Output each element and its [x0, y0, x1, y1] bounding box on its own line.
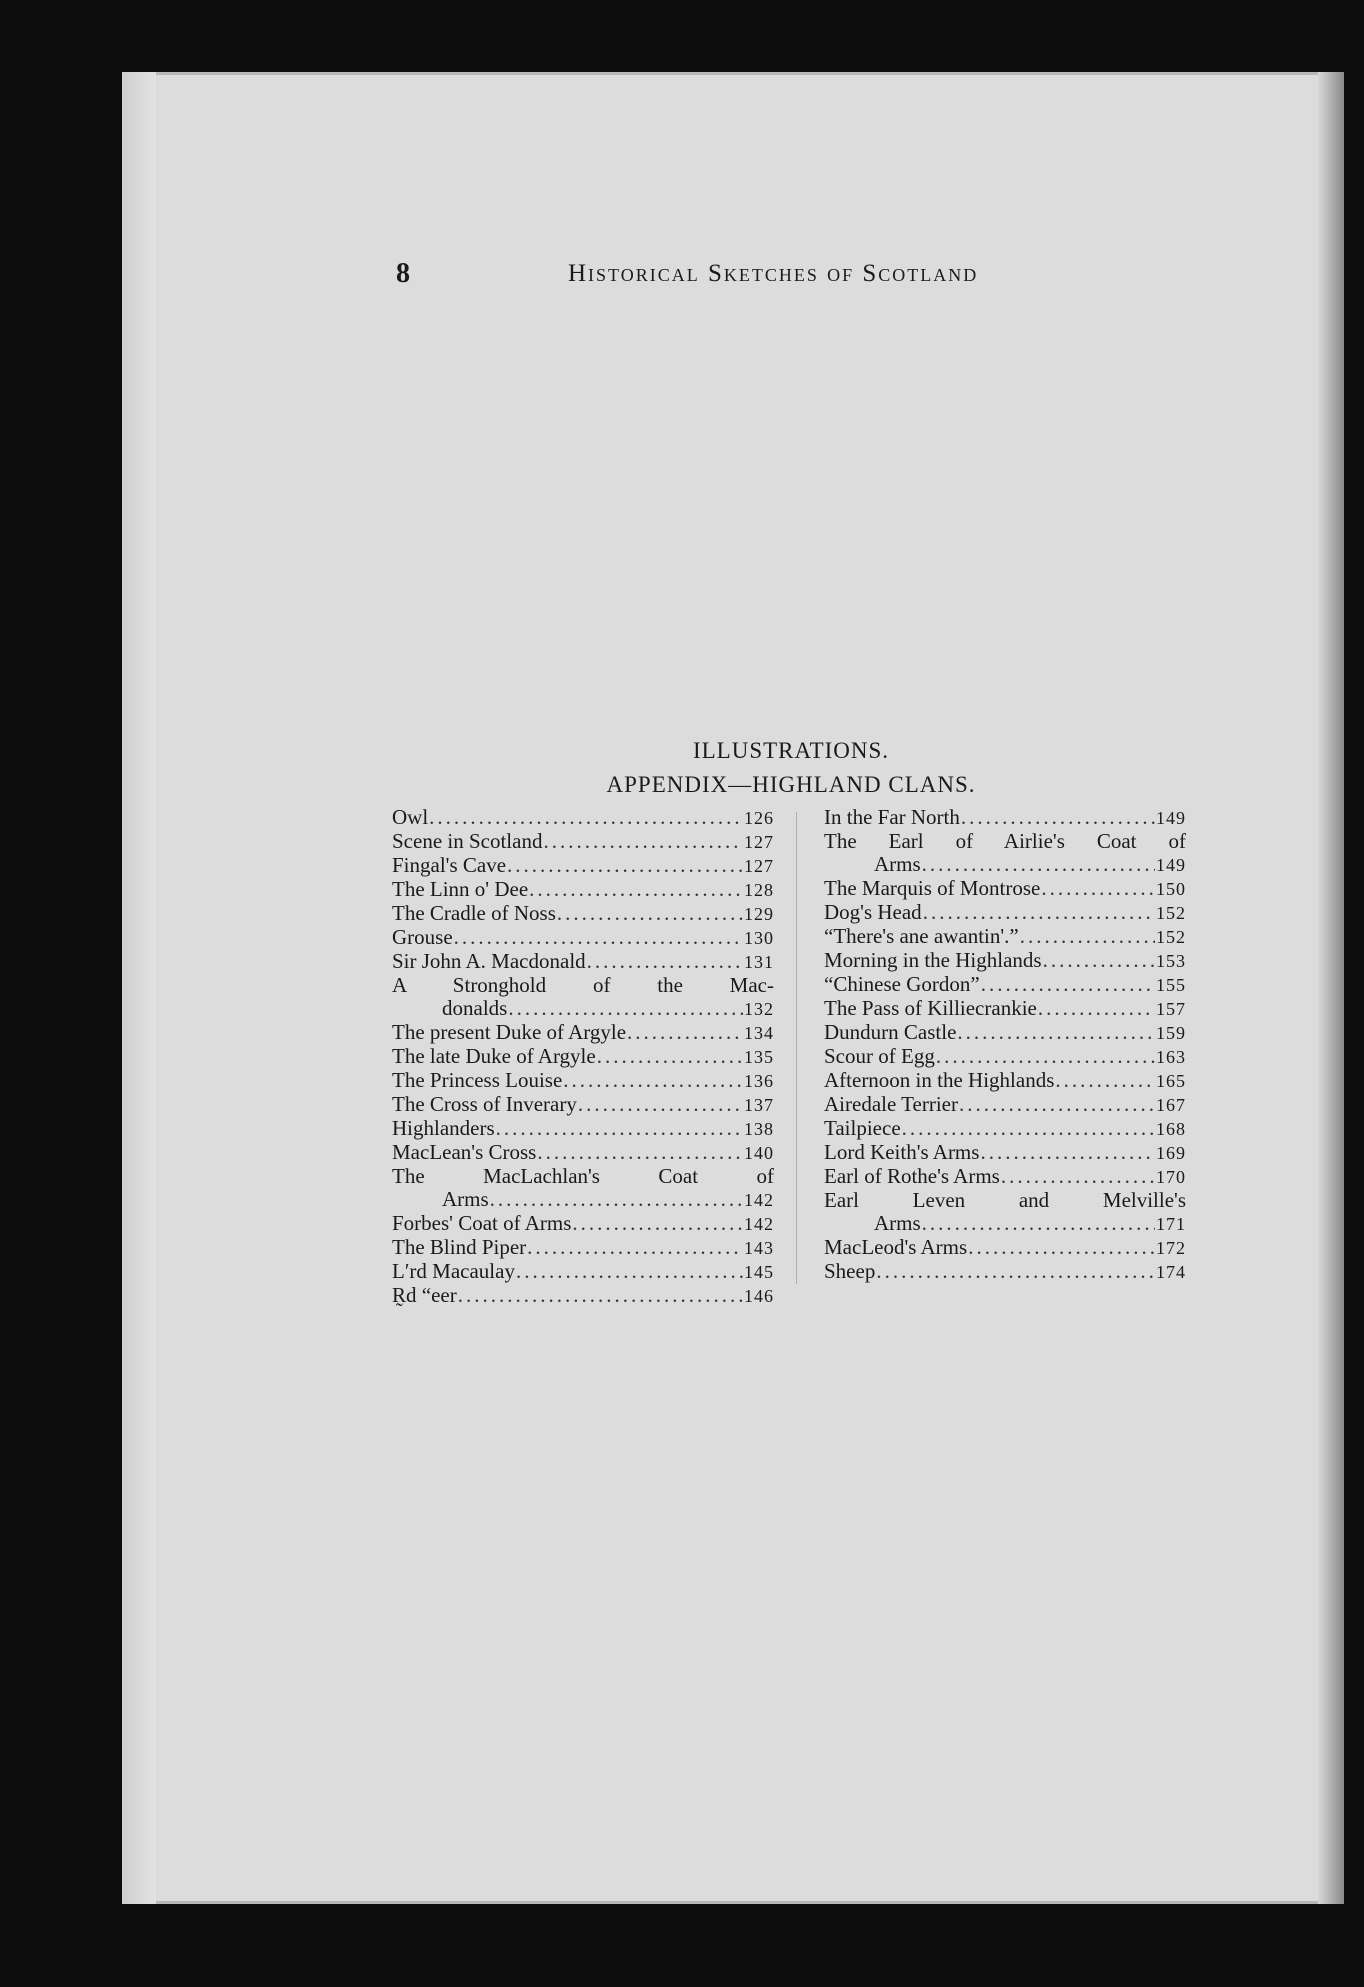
page-right-edge — [1318, 72, 1344, 1904]
list-item — [824, 1069, 1186, 1093]
list-item-title: Owl — [392, 805, 429, 829]
list-item — [392, 1188, 774, 1212]
dot-leader — [627, 1021, 743, 1044]
list-item — [824, 1260, 1186, 1284]
illustrations-heading: ILLUSTRATIONS. — [692, 738, 890, 763]
dot-leader — [1020, 925, 1155, 948]
list-item — [392, 806, 774, 830]
list-item-title: Sir John A. Macdonald — [392, 949, 586, 973]
list-item-title: The Marquis of Montrose — [824, 876, 1041, 900]
illustrations-list-left — [392, 806, 774, 1308]
dot-leader — [1001, 1165, 1155, 1188]
list-item — [392, 926, 774, 950]
list-item-title: MacLean's Cross — [392, 1140, 537, 1164]
dot-leader — [458, 1284, 743, 1307]
list-item-page: 171 — [1156, 1214, 1186, 1234]
dot-leader — [454, 926, 743, 949]
dot-leader — [490, 1188, 743, 1211]
dot-leader — [507, 854, 743, 877]
list-item — [824, 949, 1186, 973]
list-item-title: The Cradle of Noss — [392, 901, 556, 925]
list-item-title: Arms — [874, 852, 921, 876]
dot-leader — [563, 1069, 743, 1092]
list-item-title: The late Duke of Argyle — [392, 1044, 596, 1068]
list-item-title: Forbes' Coat of Arms — [392, 1211, 572, 1235]
dot-leader — [957, 1021, 1155, 1044]
list-item-page: 153 — [1156, 951, 1186, 971]
dot-leader — [516, 1260, 743, 1283]
dot-leader — [1038, 997, 1155, 1020]
list-item — [392, 830, 774, 854]
dot-leader — [1041, 877, 1155, 900]
list-item-page: 140 — [744, 1143, 774, 1163]
list-item — [392, 1284, 774, 1308]
list-item — [392, 1212, 774, 1236]
list-item-page: 137 — [744, 1095, 774, 1115]
list-item — [392, 1117, 774, 1141]
list-item-title: The Princess Louise — [392, 1068, 563, 1092]
list-item-title: “There's ane awantin'.” — [824, 924, 1019, 948]
list-item-page: 159 — [1156, 1023, 1186, 1043]
dot-leader — [429, 806, 743, 829]
list-item — [392, 1045, 774, 1069]
list-item-title: donalds — [442, 996, 508, 1020]
list-item-title: Sheep — [824, 1259, 876, 1283]
running-head — [396, 258, 1076, 298]
list-item-page: 127 — [744, 832, 774, 852]
column-divider — [796, 812, 797, 1284]
list-item-page: 128 — [744, 880, 774, 900]
list-item — [392, 1093, 774, 1117]
dot-leader — [537, 1141, 743, 1164]
list-item-title: In the Far North — [824, 805, 960, 829]
list-item-title: Scene in Scotland — [392, 829, 543, 853]
list-item — [824, 877, 1186, 901]
list-item — [392, 1141, 774, 1165]
dot-leader — [980, 1141, 1155, 1164]
dot-leader — [529, 878, 743, 901]
dot-leader — [597, 1045, 743, 1068]
dot-leader — [572, 1212, 743, 1235]
list-item — [824, 901, 1186, 925]
list-item-page: 132 — [744, 999, 774, 1019]
dot-leader — [496, 1117, 743, 1140]
list-item — [824, 1141, 1186, 1165]
list-item — [824, 1021, 1186, 1045]
dot-leader — [959, 1093, 1155, 1116]
dot-leader — [961, 806, 1155, 829]
list-item-title: The Blind Piper — [392, 1235, 527, 1259]
list-item — [824, 1117, 1186, 1141]
list-item — [392, 854, 774, 878]
list-item-page: 127 — [744, 856, 774, 876]
list-item-title-first-line: The Earl of Airlie's Coat of — [824, 829, 1186, 853]
list-item-page: 157 — [1156, 999, 1186, 1019]
list-item-page: 134 — [744, 1023, 774, 1043]
book-title: Historical Sketches of Scotland — [568, 260, 979, 287]
list-item-title: Afternoon in the Highlands — [824, 1068, 1055, 1092]
dot-leader — [902, 1117, 1155, 1140]
list-item-title-first-line: Earl Leven and Melville's — [824, 1188, 1186, 1212]
list-item-title: The Cross of Inverary — [392, 1092, 577, 1116]
list-item-page: 130 — [744, 928, 774, 948]
list-item-page: 152 — [1156, 927, 1186, 947]
list-item — [824, 853, 1186, 877]
dot-leader — [527, 1236, 743, 1259]
list-item-page: 129 — [744, 904, 774, 924]
list-item — [824, 973, 1186, 997]
page-left-edge — [122, 72, 156, 1904]
dot-leader — [923, 901, 1155, 924]
list-item-title: Arms — [442, 1187, 489, 1211]
list-item-page: 135 — [744, 1047, 774, 1067]
dot-leader — [922, 853, 1155, 876]
list-item — [824, 997, 1186, 1021]
list-item-page: 168 — [1156, 1119, 1186, 1139]
list-item — [392, 902, 774, 926]
list-item-title: Morning in the Highlands — [824, 948, 1042, 972]
dot-leader — [1043, 949, 1155, 972]
list-item-page: 145 — [744, 1262, 774, 1282]
list-item — [824, 925, 1186, 949]
list-item-page: 126 — [744, 808, 774, 828]
list-item-title: Tailpiece — [824, 1116, 901, 1140]
list-item — [824, 1045, 1186, 1069]
list-item — [392, 1260, 774, 1284]
list-item-page: 155 — [1156, 975, 1186, 995]
list-item — [824, 806, 1186, 830]
list-item-title: Highlanders — [392, 1116, 495, 1140]
list-item-page: 150 — [1156, 879, 1186, 899]
list-item-page: 169 — [1156, 1143, 1186, 1163]
list-item-title: The Pass of Killiecrankie — [824, 996, 1037, 1020]
list-item-title: Grouse — [392, 925, 453, 949]
list-item — [824, 1236, 1186, 1260]
list-item — [824, 1165, 1186, 1189]
list-item — [392, 950, 774, 974]
list-item-page: 167 — [1156, 1095, 1186, 1115]
list-item-title: The Linn o' Dee — [392, 877, 529, 901]
list-item-title: “Chinese Gordon” — [824, 972, 980, 996]
dot-leader — [922, 1212, 1155, 1235]
list-item-page: 163 — [1156, 1047, 1186, 1067]
dot-leader — [508, 997, 743, 1020]
dot-leader — [1055, 1069, 1155, 1092]
list-item-page: 142 — [744, 1214, 774, 1234]
dot-leader — [587, 950, 743, 973]
dot-leader — [968, 1236, 1155, 1259]
dot-leader — [578, 1093, 743, 1116]
list-item-page: 172 — [1156, 1238, 1186, 1258]
list-item-title: Airedale Terrier — [824, 1092, 958, 1116]
list-item-page: 149 — [1156, 855, 1186, 875]
list-item — [392, 1236, 774, 1260]
list-item-page: 170 — [1156, 1167, 1186, 1187]
list-item-title: Arms — [874, 1211, 921, 1235]
list-item-page: 149 — [1156, 808, 1186, 828]
list-item — [392, 878, 774, 902]
list-item-title: Earl of Rothe's Arms — [824, 1164, 1000, 1188]
list-item-title-first-line: The MacLachlan's Coat of — [392, 1164, 774, 1188]
list-item-page: 165 — [1156, 1071, 1186, 1091]
dot-leader — [543, 830, 743, 853]
list-item-page: 142 — [744, 1190, 774, 1210]
list-item — [824, 1093, 1186, 1117]
list-item-page: 138 — [744, 1119, 774, 1139]
dot-leader — [557, 902, 743, 925]
list-item-page: 152 — [1156, 903, 1186, 923]
list-item-title: Lord Keith's Arms — [824, 1140, 980, 1164]
list-item-title: The present Duke of Argyle — [392, 1020, 627, 1044]
dot-leader — [936, 1045, 1155, 1068]
list-item — [392, 1069, 774, 1093]
list-item-title: Scour of Egg — [824, 1044, 935, 1068]
list-item-title: MacLeod's Arms — [824, 1235, 968, 1259]
list-item-title-first-line: A Stronghold of the Mac- — [392, 973, 774, 997]
list-item — [824, 1212, 1186, 1236]
dot-leader — [876, 1260, 1155, 1283]
list-item-title: Fingal's Cave — [392, 853, 507, 877]
list-item-page: 174 — [1156, 1262, 1186, 1282]
list-item-title: Dog's Head — [824, 900, 922, 924]
illustrations-list-right — [824, 806, 1186, 1284]
page-number: 8 — [396, 258, 410, 289]
appendix-heading: APPENDIX—HIGHLAND CLANS. — [606, 772, 976, 797]
list-item-page: 131 — [744, 952, 774, 972]
list-item — [392, 1021, 774, 1045]
list-item-title: L′rd Macaulay — [392, 1259, 515, 1283]
dot-leader — [981, 973, 1155, 996]
list-item-page: 146 — [744, 1286, 774, 1306]
list-item — [392, 997, 774, 1021]
list-item-page: 143 — [744, 1238, 774, 1258]
list-item-title: Dundurn Castle — [824, 1020, 957, 1044]
list-item-title: R̰d “eer — [392, 1283, 457, 1307]
list-item-page: 136 — [744, 1071, 774, 1091]
